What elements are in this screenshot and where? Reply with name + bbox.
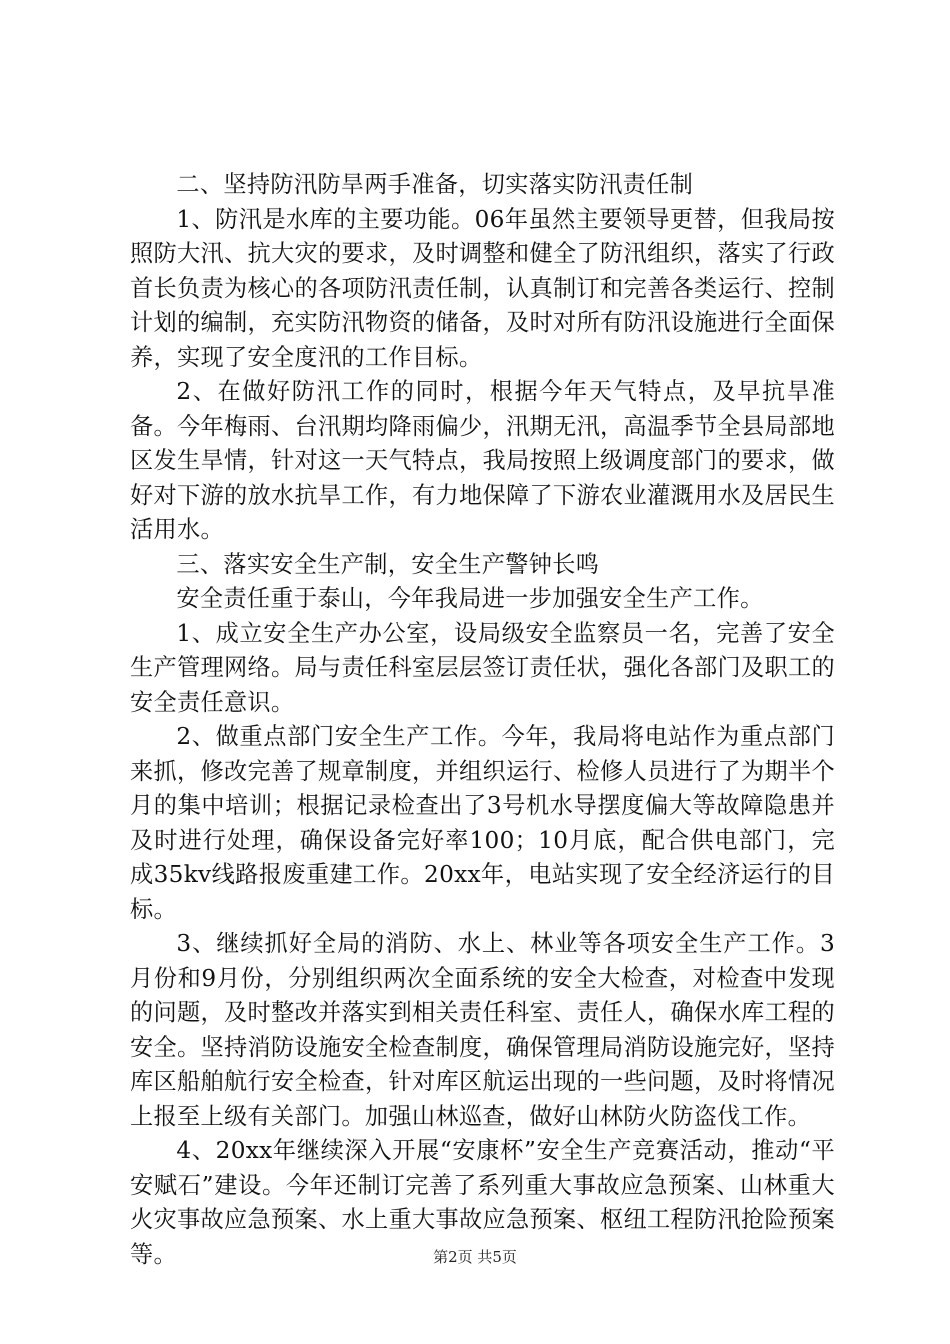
paragraph-ankang-cup: 4、20xx年继续深入开展“安康杯”安全生产竞赛活动，推动“平安赋石”建设。今年还制订完善了系列重大事故应急预案、山林重大火灾事故应急预案、水上重大事故应急预案、枢纽工程防汛抢险预案等。: [130, 1137, 835, 1268]
paragraph-fire-water-forestry: 3、继续抓好全局的消防、水上、林业等各项安全生产工作。3月份和9月份，分别组织两次全面系统的安全大检查，对检查中发现的问题，及时整改并落实到相关责任科室、责任人，确保水库工程的安全。坚持消防设施安全检查制度，确保管理局消防设施完好，坚持库区船舶航行安全检查，针对库区航运出现的一些问题，及时将情况上报至上级有关部门。加强山林巡查，做好山林防火防盗伐工作。: [130, 930, 835, 1130]
page-footer: 第2页 共5页: [433, 1248, 517, 1266]
paragraph-drought-preparation: 2、在做好防汛工作的同时，根据今年天气特点，及早抗旱准备。今年梅雨、台汛期均降雨偏少，汛期无汛，高温季节全县局部地区发生旱情，针对这一天气特点，我局按照上级调度部门的要求，做好对下游的放水抗旱工作，有力地保障了下游农业灌溉用水及居民生活用水。: [130, 378, 835, 543]
paragraph-flood-responsibility: 1、防汛是水库的主要功能。06年虽然主要领导更替，但我局按照防大汛、抗大灾的要求，及时调整和健全了防汛组织，落实了行政首长负责为核心的各项防汛责任制，认真制订和完善各类运行、控制计划的编制，充实防汛物资的储备，及时对所有防汛设施进行全面保养，实现了安全度汛的工作目标。: [130, 205, 835, 371]
paragraph-safety-office: 1、成立安全生产办公室，设局级安全监察员一名，完善了安全生产管理网络。局与责任科室层层签订责任状，强化各部门及职工的安全责任意识。: [130, 619, 835, 716]
paragraph-safety-intro: 安全责任重于泰山，今年我局进一步加强安全生产工作。: [176, 585, 764, 612]
section-heading-flood-control: 二、坚持防汛防旱两手准备，切实落实防汛责任制: [176, 171, 694, 198]
document-body: [130, 168, 835, 1272]
section-heading-safety-production: 三、落实安全生产制，安全生产警钟长鸣: [176, 550, 600, 578]
paragraph-key-departments: 2、做重点部门安全生产工作。今年，我局将电站作为重点部门来抓，修改完善了规章制度，并组织运行、检修人员进行了为期半个月的集中培训；根据记录检查出了3号机水导摆度偏大等故障隐患并及时进行处理，确保设备完好率100；10月底，配合供电部门，完成35kv线路报废重建工作。20xx年，电站实现了安全经济运行的目标。: [130, 723, 835, 923]
